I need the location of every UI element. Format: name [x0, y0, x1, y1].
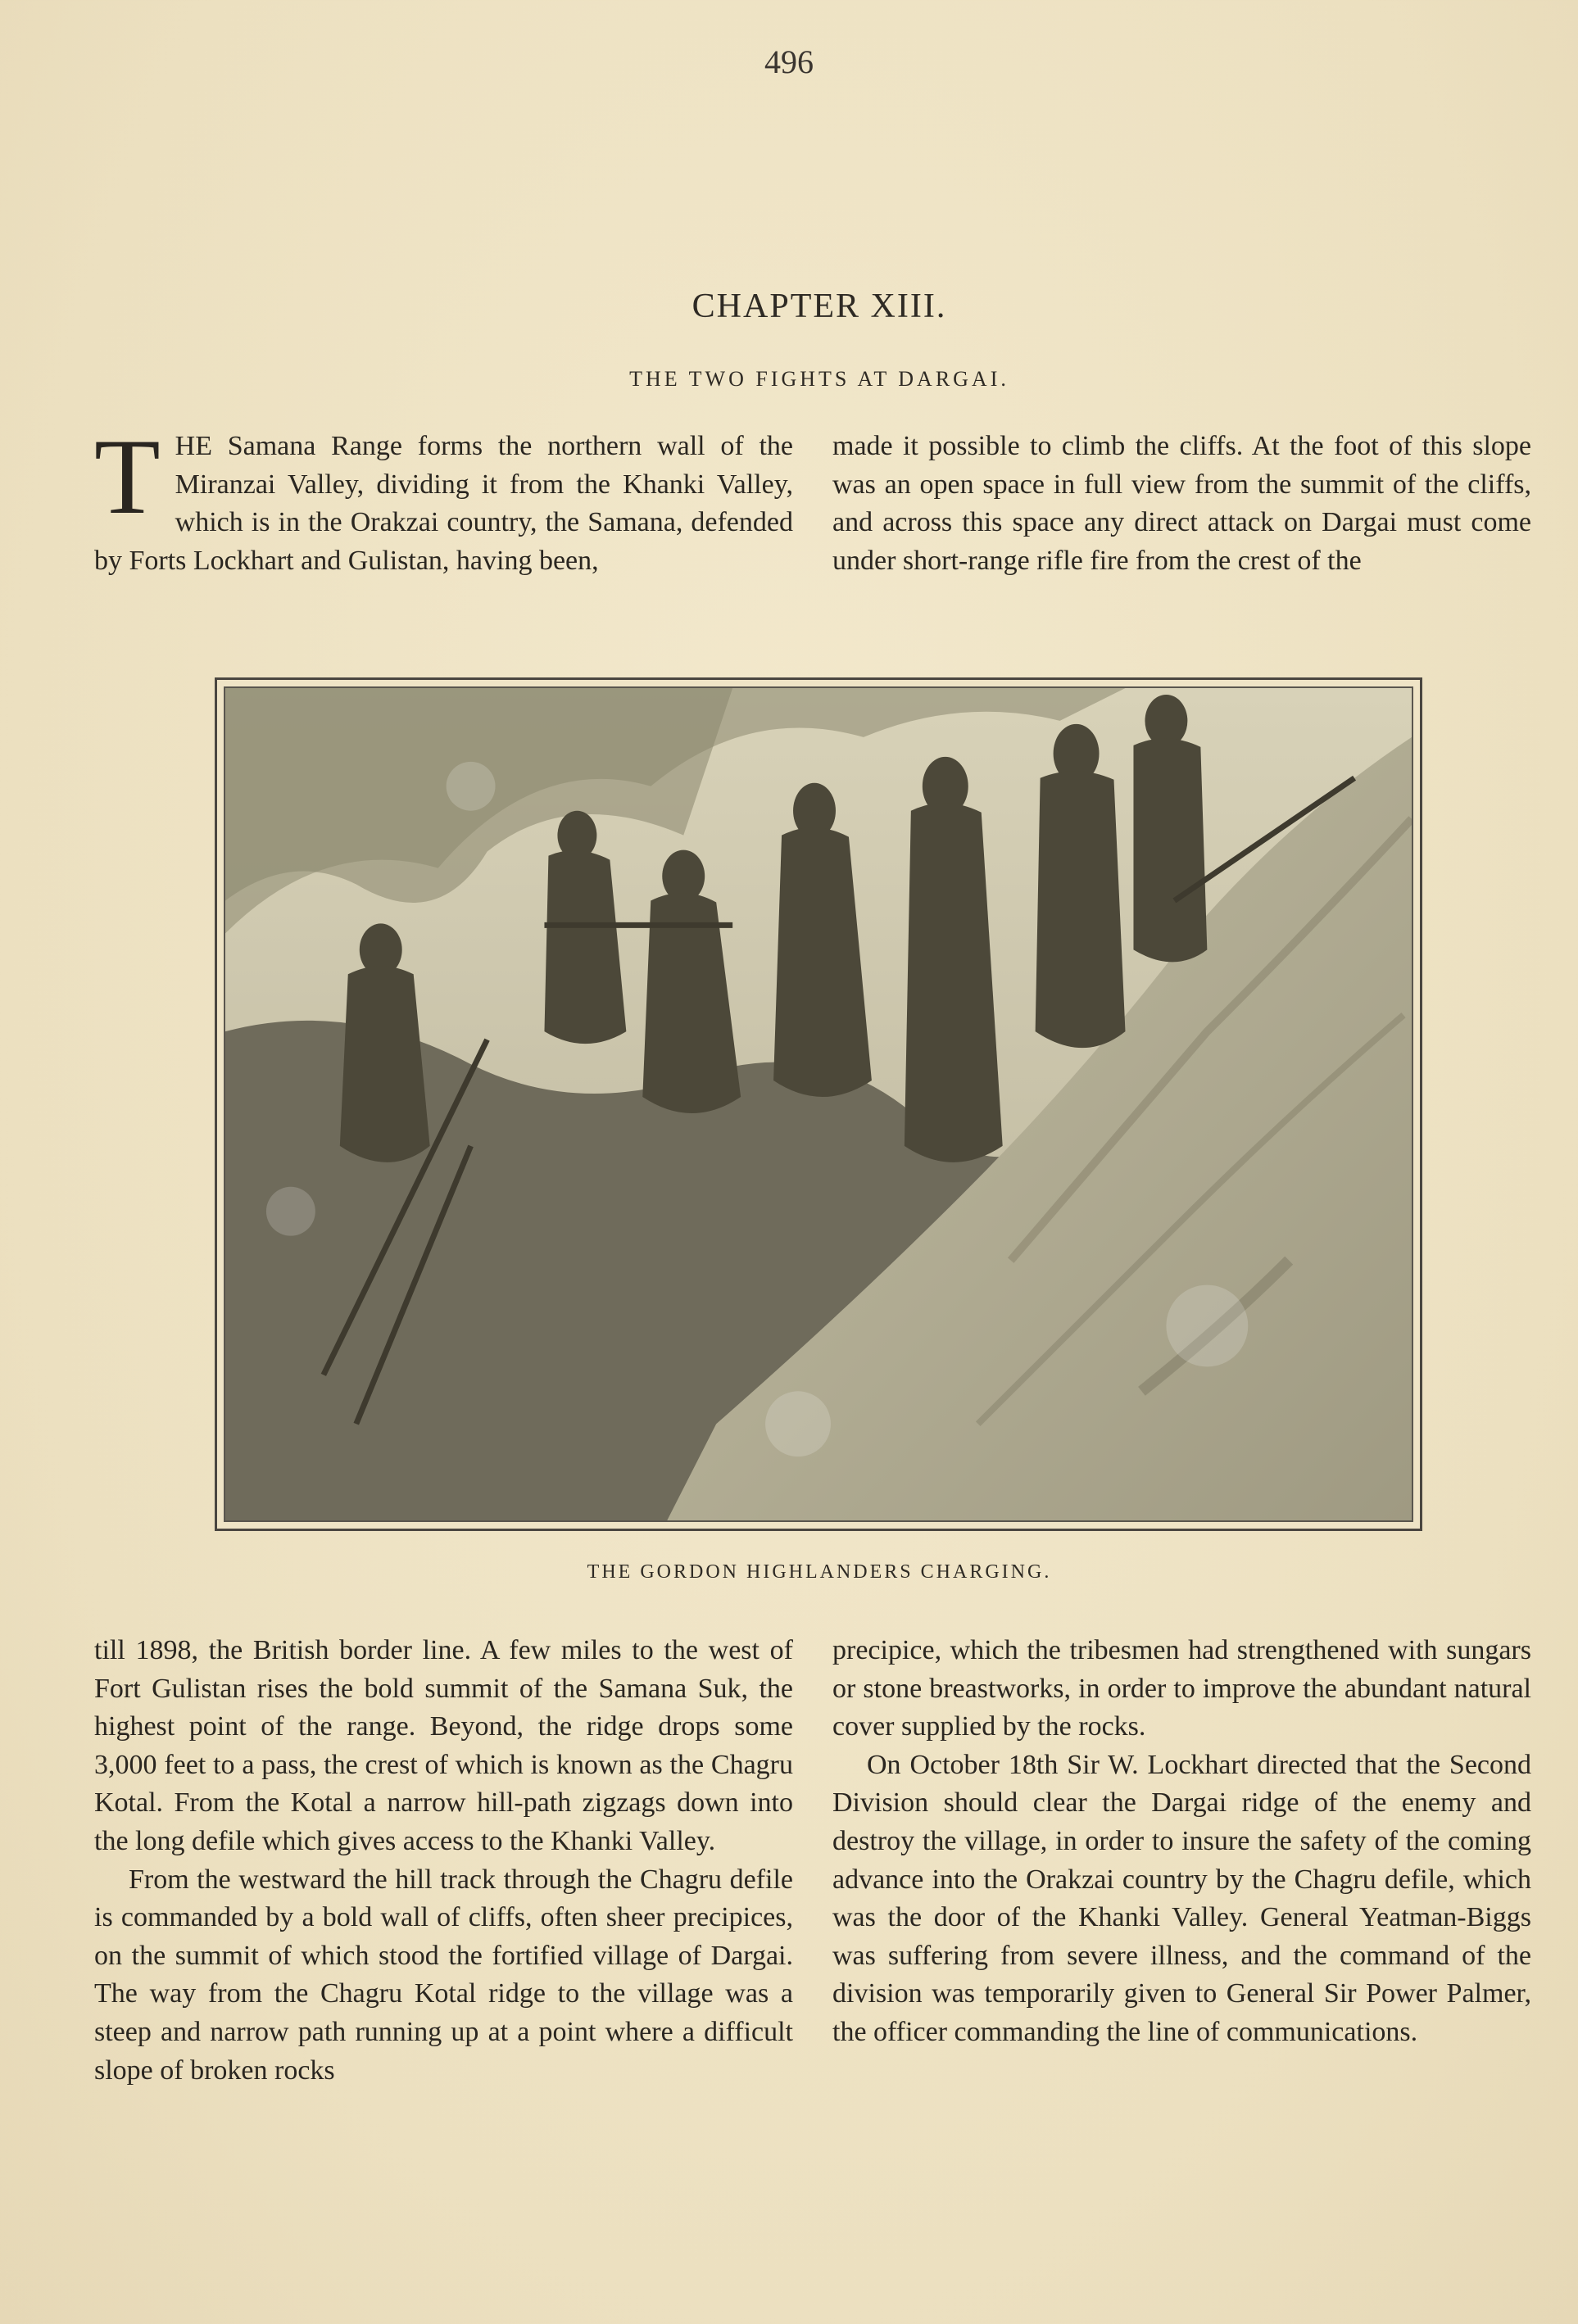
body-column-left	[94, 1632, 793, 2090]
gordon-highlanders-illustration	[225, 688, 1412, 1520]
chapter-title: CHAPTER XIII.	[692, 288, 947, 325]
chapter-subtitle: THE TWO FIGHTS AT DARGAI.	[629, 367, 1009, 391]
figure-caption: THE GORDON HIGHLANDERS CHARGING.	[587, 1561, 1052, 1583]
right-paragraph-1: precipice, which the tribesmen had strengthened with sungars or stone breastworks, in order to improve the abundant natural cover supplied by the rocks.	[832, 1635, 1531, 1742]
page-number: 496	[764, 43, 814, 80]
illustration-frame	[215, 677, 1422, 1531]
left-paragraph-1: till 1898, the British border line. A few miles to the west of Fort Gulistan rises the bold summit of the Samana Suk, the highest point of the range. Beyond, the ridge drops some 3,000 feet to a pass, the crest of which is known as the Chagru Kotal. From the Kotal a narrow hill-path zigzags down into the long defile which gives access to the Khanki Valley.	[94, 1635, 793, 1856]
intro-column-right	[832, 428, 1531, 580]
body-column-right	[832, 1632, 1531, 2052]
intro-column-left	[94, 416, 793, 580]
intro-right-text: made it possible to climb the cliffs. At the foot of this slope was an open space in full view from the summit of the cliffs, and across this space any direct attack on Dargai must come under short-range rifle fire from the crest of the	[832, 431, 1531, 576]
drop-cap: T	[94, 416, 161, 537]
left-paragraph-2: From the westward the hill track through the Chagru defile is commanded by a bold wall of cliffs, often sheer precipices, on the summit of which stood the fortified village of Dargai. The way from the Chagru Kotal ridge to the village was a steep and narrow path running up at a point where a difficult slope of broken rocks	[94, 1864, 793, 2086]
intro-left-text: HE Samana Range forms the northern wall of the Miranzai Valley, dividing it from the Khanki Valley, which is in the Orakzai country, the Samana, defended by Forts Lockhart and Gulistan, having been,	[94, 431, 793, 576]
right-paragraph-2: On October 18th Sir W. Lockhart directed that the Second Division should clear the Dargai ridge of the enemy and destroy the village, in order to insure the safety of the coming advance into the Orakzai country by the Chagru defile, which was the door of the Khanki Valley. General Yeatman-Biggs was suffering from severe illness, and the command of the division was temporarily given to General Sir Power Palmer, the officer commanding the line of communications.	[832, 1749, 1531, 2047]
